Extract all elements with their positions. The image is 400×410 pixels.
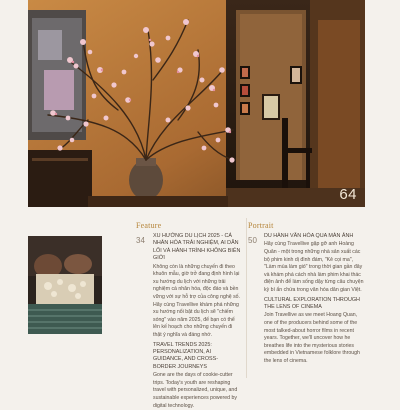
portrait-page-number: 50 [248, 236, 257, 245]
portrait-title-vi: DU HÀNH VĂN HÓA QUA MÀN ẢNH [264, 233, 354, 239]
hero-illustration [28, 0, 365, 207]
thumbnail-illustration [28, 236, 102, 334]
feature-body-vi: Không còn là những chuyến đi theo khuôn mẫu, giờ trở đang định hình lại xu hướng du lịch với những trải nghiệm cá nhân hóa, độc đáo và bền vững với sự hỗ trợ của công nghệ số. Hãy cùng Travellive khám phá những xu hướng nổi bật du lịch sẽ "chiếm sóng" vào năm 2025, để bạn có thể lên kế hoạch cho những chuyến đi thật ý nghĩa và đáng nhớ. [153, 263, 240, 338]
hero-photo [28, 0, 365, 207]
portrait-title-en: CULTURAL EXPLORATION THROUGH THE LENS OF CINEMA [264, 296, 360, 310]
section-label-feature: Feature [136, 221, 162, 230]
column-divider [246, 218, 247, 378]
section-label-portrait: Portrait [248, 221, 274, 230]
feature-title-en: TRAVEL TRENDS 2025: PERSONALIZATION, AI GUIDANCE, AND CROSS-BORDER JOURNEYS [153, 341, 218, 370]
page-number: 64 [339, 186, 357, 203]
feature-title-vi: XU HƯỚNG DU LỊCH 2025 - CÁ NHÂN HÓA TRẢI NGHIỆM, AI DẪN LỐI VÀ HÀNH TRÌNH KHÔNG BIÊN GIỚI [153, 233, 241, 262]
feature-page-number: 34 [136, 236, 145, 245]
feature-body-en: Gone are the days of cookie-cutter trips. Today's youth are reshaping travel with personalized, unique, and sustainable experiences powered by digital technology. [153, 372, 238, 409]
portrait-article [264, 233, 364, 366]
portrait-body-vi: Hãy cùng Travellive gặp gỡ anh Hoàng Quân - một trong những nhà sản xuất các bộ phim kinh dị đình đám, "Kẻ cọi ma", "Làm mùa làm gió" trong thời gian gần đây và khám phá cách nhà làm phim khai thác điện ảnh để làm sống dậy từng câu chuyện kỳ bí ẩn chứa trong văn hóa dân gian Việt. [264, 241, 364, 293]
feature-thumbnail-photo [28, 236, 102, 334]
portrait-body-en: Join Travellive as we meet Hoang Quan, one of the producers behind some of the most talked-about horror films in recent years. Together, we'll uncover how he breathes life into the mysterious stories embedded in Vietnamese folklore through the lens of cinema. [264, 312, 360, 364]
feature-article [153, 233, 241, 410]
